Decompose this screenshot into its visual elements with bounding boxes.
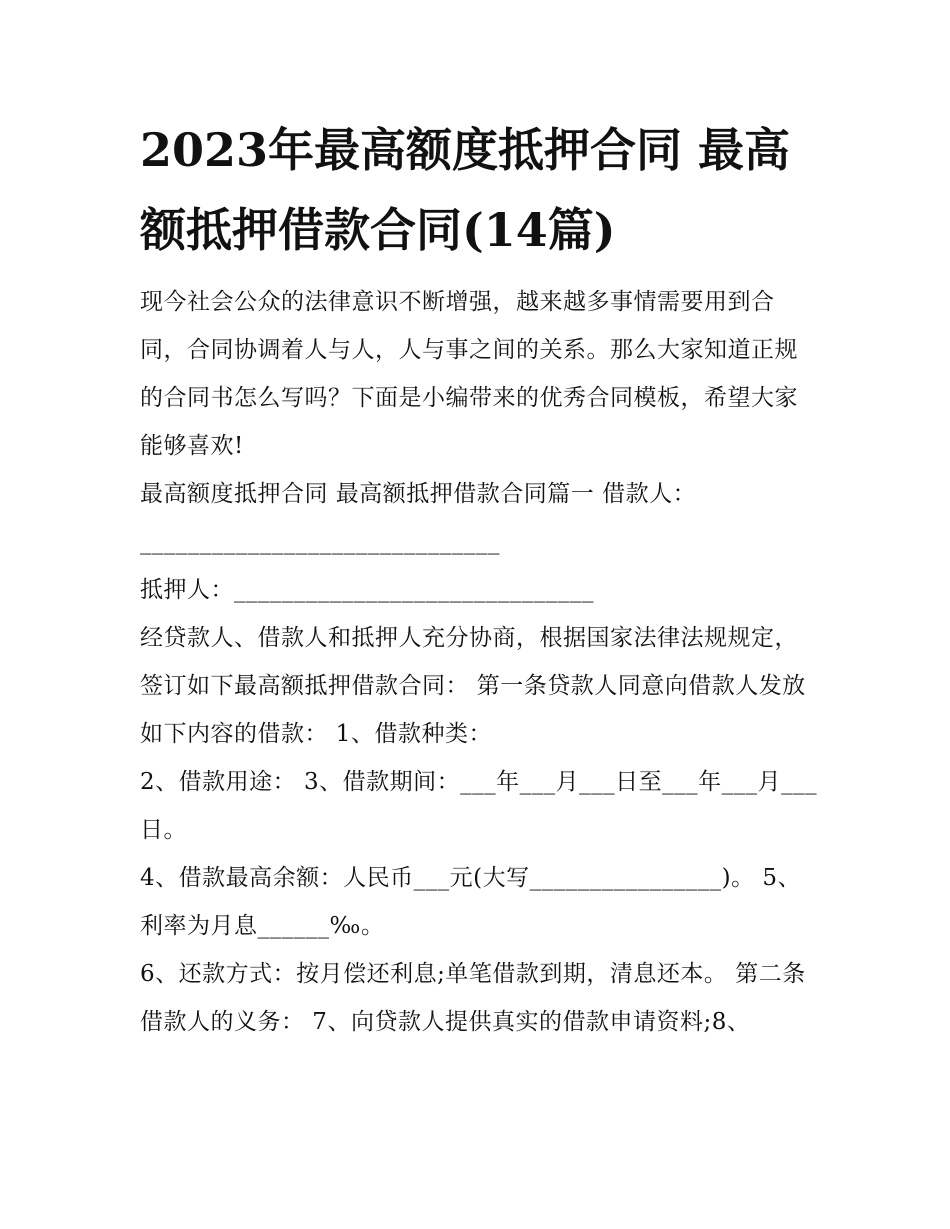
document-body [140,278,820,1046]
loan-limit-rate-paragraph: 4、借款最高余额：人民币___元(大写________________)。 5、利率为月息______‰。 [140,865,802,939]
intro-paragraph: 现今社会公众的法律意识不断增强，越来越多事情需要用到合同，合同协调着人与人，人与事之间的关系。那么大家知道正规的合同书怎么写吗？下面是小编带来的优秀合同模板，希望大家能够喜欢! [140,289,798,459]
loan-purpose-period-paragraph: 2、借款用途： 3、借款期间：___年___月___日至___年___月___日。 [140,769,818,843]
document-title: 2023年最高额度抵押合同 最高额抵押借款合同(14篇) [140,123,791,257]
repayment-obligations-paragraph: 6、还款方式：按月偿还利息;单笔借款到期，清息还本。 第二条借款人的义务： 7、向贷款人提供真实的借款申请资料;8、 [140,961,806,1035]
agreement-paragraph: 经贷款人、借款人和抵押人充分协商，根据国家法律法规规定，签订如下最高额抵押借款合同： 第一条贷款人同意向借款人发放如下内容的借款： 1、借款种类： [140,625,806,747]
mortgagor-line: 抵押人：______________________________ [140,577,594,603]
borrower-blank-line: ______________________________ [140,529,500,555]
section-heading-borrower: 最高额度抵押合同 最高额抵押借款合同篇一 借款人： [140,481,697,507]
